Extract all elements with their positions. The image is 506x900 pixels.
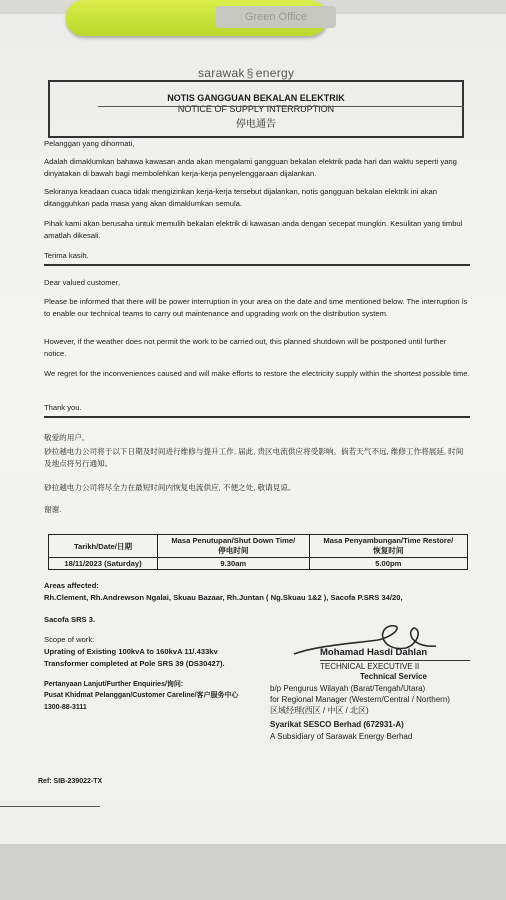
header-shutdown-time: Masa Penutupan/Shut Down Time/ 停电时间: [158, 535, 310, 558]
section-divider: [44, 264, 470, 266]
header-date: Tarikh/Date/日期: [49, 535, 158, 558]
careline-phone: 1300-88-3111: [44, 704, 87, 711]
malay-greeting: Pelanggan yang dihormati,: [44, 139, 135, 148]
signatory-regional: for Regional Manager (Western/Central / Northern): [270, 695, 450, 704]
chinese-greeting: 敬爱的用户,: [44, 433, 85, 442]
scope-line-1: Uprating of Existing 100kvA to 160kvA 11/.433kv: [44, 647, 218, 656]
clip-label: Green Office: [216, 6, 336, 28]
english-greeting: Dear valued customer,: [44, 278, 120, 287]
title-english: NOTICE OF SUPPLY INTERRUPTION: [177, 104, 335, 114]
paper-clip: [66, 0, 328, 36]
schedule-header-row: [49, 535, 468, 558]
malay-paragraph-3: Pihak kami akan berusaha untuk memulih bekalan elektrik di kawasan anda dengan secepat mungkin. Kesulitan yang timbul amatlah dikesali.: [44, 219, 463, 240]
cell-restore-time: 5.00pm: [309, 558, 467, 570]
title-box: [48, 80, 464, 138]
chinese-paragraph-2: 砂拉越电力公司将尽全力在最短时间内恢复电流供应, 不便之处, 敬请見谅。: [44, 483, 296, 492]
enquiries-label: Pertanyaan Lanjut/Further Enquiries/询问:: [44, 681, 184, 688]
signatory-company: Syarikat SESCO Berhad (672931-A): [270, 720, 404, 729]
notice-paper: [0, 14, 506, 844]
fold-line: [0, 806, 100, 807]
header-restore-time: Masa Penyambungan/Time Restore/ 恢复时间: [309, 535, 467, 558]
careline-label: Pusat Khidmat Pelanggan/Customer Careline/客户服务中心: [44, 692, 239, 699]
english-paragraph-3: We regret for the inconveniences caused and will make efforts to restore the electricity supply within the shortest possible time.: [44, 369, 470, 378]
malay-paragraph-1: Adalah dimaklumkan bahawa kawasan anda akan mengalami gangguan bekalan elektrik pada hari dan waktu seperti yang dinyatakan di bawah bagi membolehkan kerja-kerja penyelenggaraan dijalankan.: [44, 157, 457, 178]
scope-line-2: Transformer completed at Pole SRS 39 (DS30427).: [44, 659, 225, 668]
signatory-subsidiary: A Subsidiary of Sarawak Energy Berhad: [270, 732, 413, 741]
reference-number: Ref: SIB-239022-TX: [38, 778, 103, 785]
english-thanks: Thank you.: [44, 403, 82, 412]
scope-label: Scope of work:: [44, 635, 95, 644]
signatory-region-zh: 区域经理(西区 / 中区 / 北区): [270, 706, 369, 715]
company-logo: sarawak § energy: [198, 66, 295, 80]
chinese-paragraph-1: 砂拉越电力公司将于以下日期及时间进行维修与提升工作, 届此, 贵区电流供应将受影响。倘若天气不远, 维修工作将展延, 时间及地点将另行通知。: [44, 447, 464, 468]
signatory-name: Mohamad Hasdi Dahlan: [320, 647, 428, 658]
signatory-bp: b/p Pengurus Wilayah (Barat/Tengah/Utara): [270, 684, 426, 693]
areas-line-1: Rh.Clement, Rh.Andrewson Ngalai, Skuau Bazaar, Rh.Juntan ( Ng.Skuau 1&2 ), Sacofa P.SRS 34/20,: [44, 593, 403, 602]
schedule-table: [48, 534, 468, 570]
signatory-title: TECHNICAL EXECUTIVE II: [320, 660, 470, 673]
handwritten-signature: [286, 618, 456, 666]
cell-date: 18/11/2023 (Saturday): [49, 558, 158, 570]
chinese-thanks: 谢谢.: [44, 505, 62, 514]
malay-thanks: Terima kasih.: [44, 251, 89, 260]
title-chinese: 停电通告: [236, 119, 276, 130]
malay-paragraph-2: Sekiranya keadaan cuaca tidak mengizinkan kerja-kerja tersebut dijalankan, notis gangguan bekalan elektrik ini akan ditangguhkan pada masa yang akan dimaklumkan semula.: [44, 187, 438, 208]
section-divider: [44, 416, 470, 418]
english-paragraph-1: Please be informed that there will be power interruption in your area on the date and time mentioned below. The interruption is to enable our technical teams to carry out maintenance and upgrading work on the distribution system.: [44, 297, 468, 318]
areas-label: Areas affected:: [44, 581, 99, 590]
areas-line-2: Sacofa SRS 3.: [44, 615, 96, 624]
signatory-dept: Technical Service: [360, 672, 427, 681]
title-malay: NOTIS GANGGUAN BEKALAN ELEKTRIK: [167, 93, 345, 103]
schedule-row: [49, 558, 468, 570]
cell-shutdown-time: 9.30am: [158, 558, 310, 570]
english-paragraph-2: However, if the weather does not permit the work to be carried out, this planned shutdown will be postponed until further notice.: [44, 337, 447, 358]
